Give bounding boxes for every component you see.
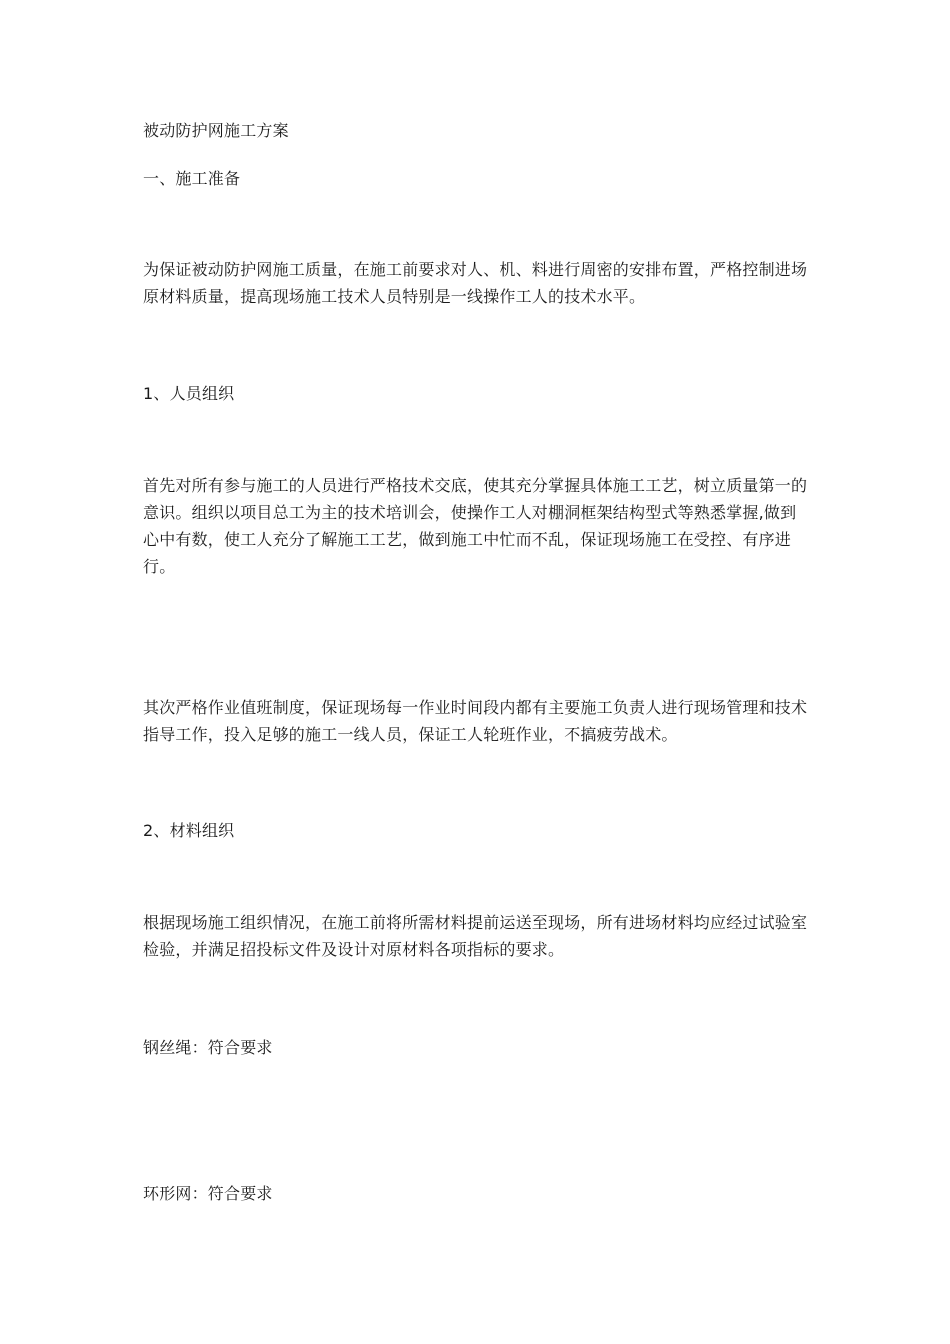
material-item-ring-net: 环形网：符合要求	[143, 1184, 273, 1203]
section-heading: 一、施工准备	[143, 169, 241, 188]
material-item-wire-rope: 钢丝绳：符合要求	[143, 1038, 273, 1057]
subsection-heading-materials: 2、材料组织	[143, 821, 235, 840]
personnel-paragraph-1: 首先对所有参与施工的人员进行严格技术交底，使其充分掌握具体施工工艺，树立质量第一的意识。组织以项目总工为主的技术培训会，使操作工人对棚洞框架结构型式等熟悉掌握,做到心中有数，使工人充分了解施工工艺，做到施工中忙而不乱，保证现场施工在受控、有序进行。	[143, 476, 808, 576]
personnel-paragraph-2: 其次严格作业值班制度，保证现场每一作业时间段内都有主要施工负责人进行现场管理和技术指导工作，投入足够的施工一线人员，保证工人轮班作业，不搞疲劳战术。	[143, 698, 808, 744]
subsection-heading-personnel: 1、人员组织	[143, 384, 235, 403]
materials-paragraph: 根据现场施工组织情况，在施工前将所需材料提前运送至现场，所有进场材料均应经过试验室检验，并满足招投标文件及设计对原材料各项指标的要求。	[143, 913, 808, 959]
intro-paragraph: 为保证被动防护网施工质量，在施工前要求对人、机、料进行周密的安排布置，严格控制进场原材料质量，提高现场施工技术人员特别是一线操作工人的技术水平。	[143, 260, 808, 306]
document-title: 被动防护网施工方案	[143, 121, 289, 140]
